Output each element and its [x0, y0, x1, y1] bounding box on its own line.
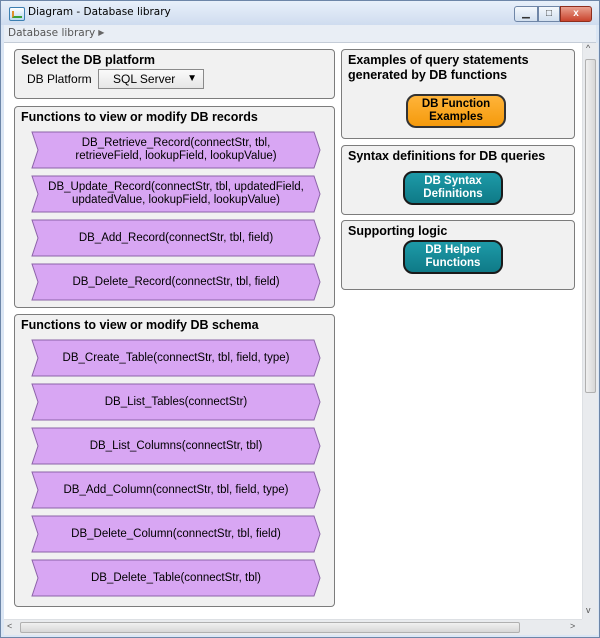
function-db-create-table[interactable]: [31, 339, 321, 377]
function-db-list-tables[interactable]: [31, 383, 321, 421]
function-label: DB_List_Tables(connectStr): [104, 395, 248, 408]
minimize-button[interactable]: [514, 6, 538, 22]
minimize-icon: ▁: [522, 8, 530, 19]
button-label: DB Function Examples: [421, 98, 491, 123]
db-syntax-definitions-button[interactable]: [403, 171, 503, 205]
platform-panel: [14, 49, 335, 99]
breadcrumb-item[interactable]: Database library: [8, 27, 96, 39]
records-panel: [14, 106, 335, 308]
helper-panel-title: Supporting logic: [348, 224, 448, 238]
title-bar[interactable]: [1, 1, 599, 25]
breadcrumb[interactable]: [8, 27, 104, 39]
function-label: DB_Delete_Table(connectStr, tbl): [90, 571, 262, 584]
close-icon: x: [573, 8, 579, 19]
function-label: DB_Delete_Record(connectStr, tbl, field): [72, 275, 280, 288]
function-db-update-record[interactable]: [31, 175, 321, 213]
dropdown-arrow-icon: ▼: [187, 73, 197, 84]
diagram-app-icon: [9, 7, 25, 21]
function-db-add-record[interactable]: [31, 219, 321, 257]
function-label: DB_Create_Table(connectStr, tbl, field, type): [62, 351, 290, 364]
examples-panel: [341, 49, 575, 139]
schema-panel: [14, 314, 335, 607]
close-button[interactable]: [560, 6, 592, 22]
function-label: DB_Add_Record(connectStr, tbl, field): [78, 231, 274, 244]
platform-selected-value: SQL Server: [113, 72, 176, 86]
db-function-examples-button[interactable]: [406, 94, 506, 128]
vertical-scrollbar[interactable]: [582, 43, 598, 619]
function-label: DB_Delete_Column(connectStr, tbl, field): [71, 527, 281, 540]
function-db-delete-table[interactable]: [31, 559, 321, 597]
platform-panel-title: Select the DB platform: [21, 53, 156, 67]
function-label: DB_Retrieve_Record(connectStr, tbl, retrieveField, lookupField, lookupValue): [75, 137, 277, 162]
scroll-left-icon[interactable]: <: [7, 621, 13, 631]
button-label: DB Helper Functions: [425, 244, 481, 269]
helper-panel: [341, 220, 575, 290]
function-db-delete-column[interactable]: [31, 515, 321, 553]
horizontal-scrollbar[interactable]: [4, 619, 582, 635]
scroll-right-icon[interactable]: >: [570, 621, 576, 631]
function-label: DB_List_Columns(connectStr, tbl): [89, 439, 263, 452]
schema-panel-title: Functions to view or modify DB schema: [21, 318, 259, 332]
platform-dropdown[interactable]: [98, 69, 204, 89]
breadcrumb-bar: [4, 25, 596, 43]
maximize-icon: □: [545, 8, 553, 19]
function-db-delete-record[interactable]: [31, 263, 321, 301]
function-db-add-column[interactable]: [31, 471, 321, 509]
db-helper-functions-button[interactable]: [403, 240, 503, 274]
function-label: DB_Add_Column(connectStr, tbl, field, type): [63, 483, 289, 496]
syntax-panel: [341, 145, 575, 215]
records-panel-title: Functions to view or modify DB records: [21, 110, 258, 124]
scrollbar-corner: [582, 619, 598, 635]
examples-panel-title: Examples of query statements generated by DB functions: [348, 53, 529, 82]
vertical-scroll-thumb[interactable]: [585, 59, 596, 393]
breadcrumb-arrow-icon[interactable]: ▶: [98, 28, 105, 37]
window-title: Diagram - Database library: [28, 6, 171, 18]
diagram-canvas: [4, 43, 582, 619]
button-label: DB Syntax Definitions: [423, 175, 483, 200]
function-label: DB_Update_Record(connectStr, tbl, updatedField, updatedValue, lookupField, lookupValue): [48, 181, 304, 206]
scroll-down-icon[interactable]: v: [586, 605, 591, 615]
function-db-list-columns[interactable]: [31, 427, 321, 465]
function-db-retrieve-record[interactable]: [31, 131, 321, 169]
maximize-button[interactable]: [538, 6, 560, 22]
syntax-panel-title: Syntax definitions for DB queries: [348, 149, 546, 163]
platform-label: DB Platform: [27, 72, 92, 86]
horizontal-scroll-thumb[interactable]: [20, 622, 520, 633]
scroll-up-icon[interactable]: ^: [586, 43, 591, 53]
